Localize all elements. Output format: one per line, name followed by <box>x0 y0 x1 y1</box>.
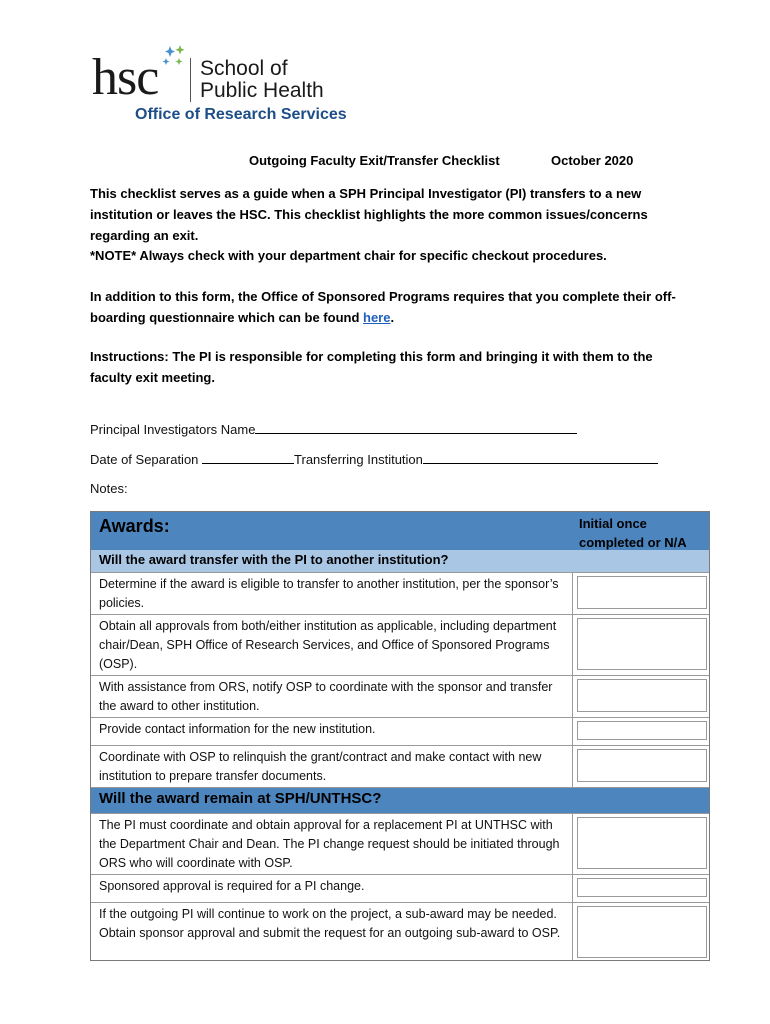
table-row <box>91 902 709 960</box>
awards-title: Awards: <box>99 516 170 536</box>
checklist-item: Determine if the award is eligible to transfer to another institution, per the sponsor’s policies. <box>99 577 559 610</box>
checklist-item: Provide contact information for the new institution. <box>99 722 376 736</box>
office-title: Office of Research Services <box>135 106 347 123</box>
here-link[interactable]: here <box>363 310 391 325</box>
table-row <box>91 717 709 745</box>
intro-paragraph: This checklist serves as a guide when a SPH Principal Investigator (PI) transfers to a new institution or leaves the HSC. This checklist highlights the more common issues/concerns regarding an exit. <box>90 186 648 243</box>
checklist-item: Sponsored approval is required for a PI change. <box>99 879 365 893</box>
notes-label: Notes: <box>90 481 128 496</box>
checklist-item: Coordinate with OSP to relinquish the grant/contract and make contact with new institution to prepare transfer documents. <box>99 750 542 783</box>
initial-column-header: Initial once completed or N/A <box>579 516 687 550</box>
table-row <box>91 874 709 902</box>
initial-box[interactable] <box>577 576 707 609</box>
separation-field: Date of Separation Transferring Institution <box>90 451 658 468</box>
document-title: Outgoing Faculty Exit/Transfer Checklist <box>249 153 500 168</box>
table-row <box>91 745 709 787</box>
initial-box[interactable] <box>577 721 707 740</box>
note-paragraph: *NOTE* Always check with your department chair for specific checkout procedures. <box>90 248 607 263</box>
table-row <box>91 813 709 874</box>
pi-name-blank[interactable] <box>255 421 577 434</box>
section-transfer-header: Will the award transfer with the PI to another institution? <box>91 550 709 572</box>
transferring-institution-blank[interactable] <box>423 451 658 464</box>
table-row <box>91 614 709 675</box>
checklist-item: The PI must coordinate and obtain approval for a replacement PI at UNTHSC with the Department Chair and Dean. The PI change request should be initiated through ORS who will coordinate with OSP. <box>99 818 560 870</box>
checklist-item: Obtain all approvals from both/either institution as applicable, including department chair/Dean, SPH Office of Research Services, and Office of Sponsored Programs (OSP). <box>99 619 557 671</box>
initial-box[interactable] <box>577 817 707 869</box>
osp-paragraph: In addition to this form, the Office of Sponsored Programs requires that you complete their off-boarding questionnaire which can be found here. <box>90 289 676 325</box>
initial-box[interactable] <box>577 679 707 712</box>
initial-box[interactable] <box>577 878 707 897</box>
instructions-paragraph: Instructions: The PI is responsible for completing this form and bringing it with them to the faculty exit meeting. <box>90 349 653 385</box>
checklist-item: If the outgoing PI will continue to work on the project, a sub-award may be needed. Obtain sponsor approval and submit the request for an outgoing sub-award to OSP. <box>99 907 561 940</box>
checklist-item: With assistance from ORS, notify OSP to coordinate with the sponsor and transfer the award to other institution. <box>99 680 553 713</box>
awards-header-row <box>91 512 709 550</box>
logo-divider <box>190 58 191 102</box>
table-row <box>91 675 709 717</box>
table-row <box>91 572 709 614</box>
pi-name-field: Principal Investigators Name <box>90 421 577 438</box>
initial-box[interactable] <box>577 906 707 958</box>
logo-school-name: School of Public Health <box>200 57 324 102</box>
document-date: October 2020 <box>551 153 634 168</box>
section-remain-header: Will the award remain at SPH/UNTHSC? <box>91 787 709 813</box>
initial-box[interactable] <box>577 749 707 782</box>
logo-mark: hsc <box>92 49 159 106</box>
initial-box[interactable] <box>577 618 707 670</box>
date-separation-blank[interactable] <box>202 451 294 464</box>
sparkle-stars-icon <box>158 44 188 74</box>
hsc-school-of-public-health-logo <box>92 44 352 108</box>
awards-table <box>90 511 710 961</box>
